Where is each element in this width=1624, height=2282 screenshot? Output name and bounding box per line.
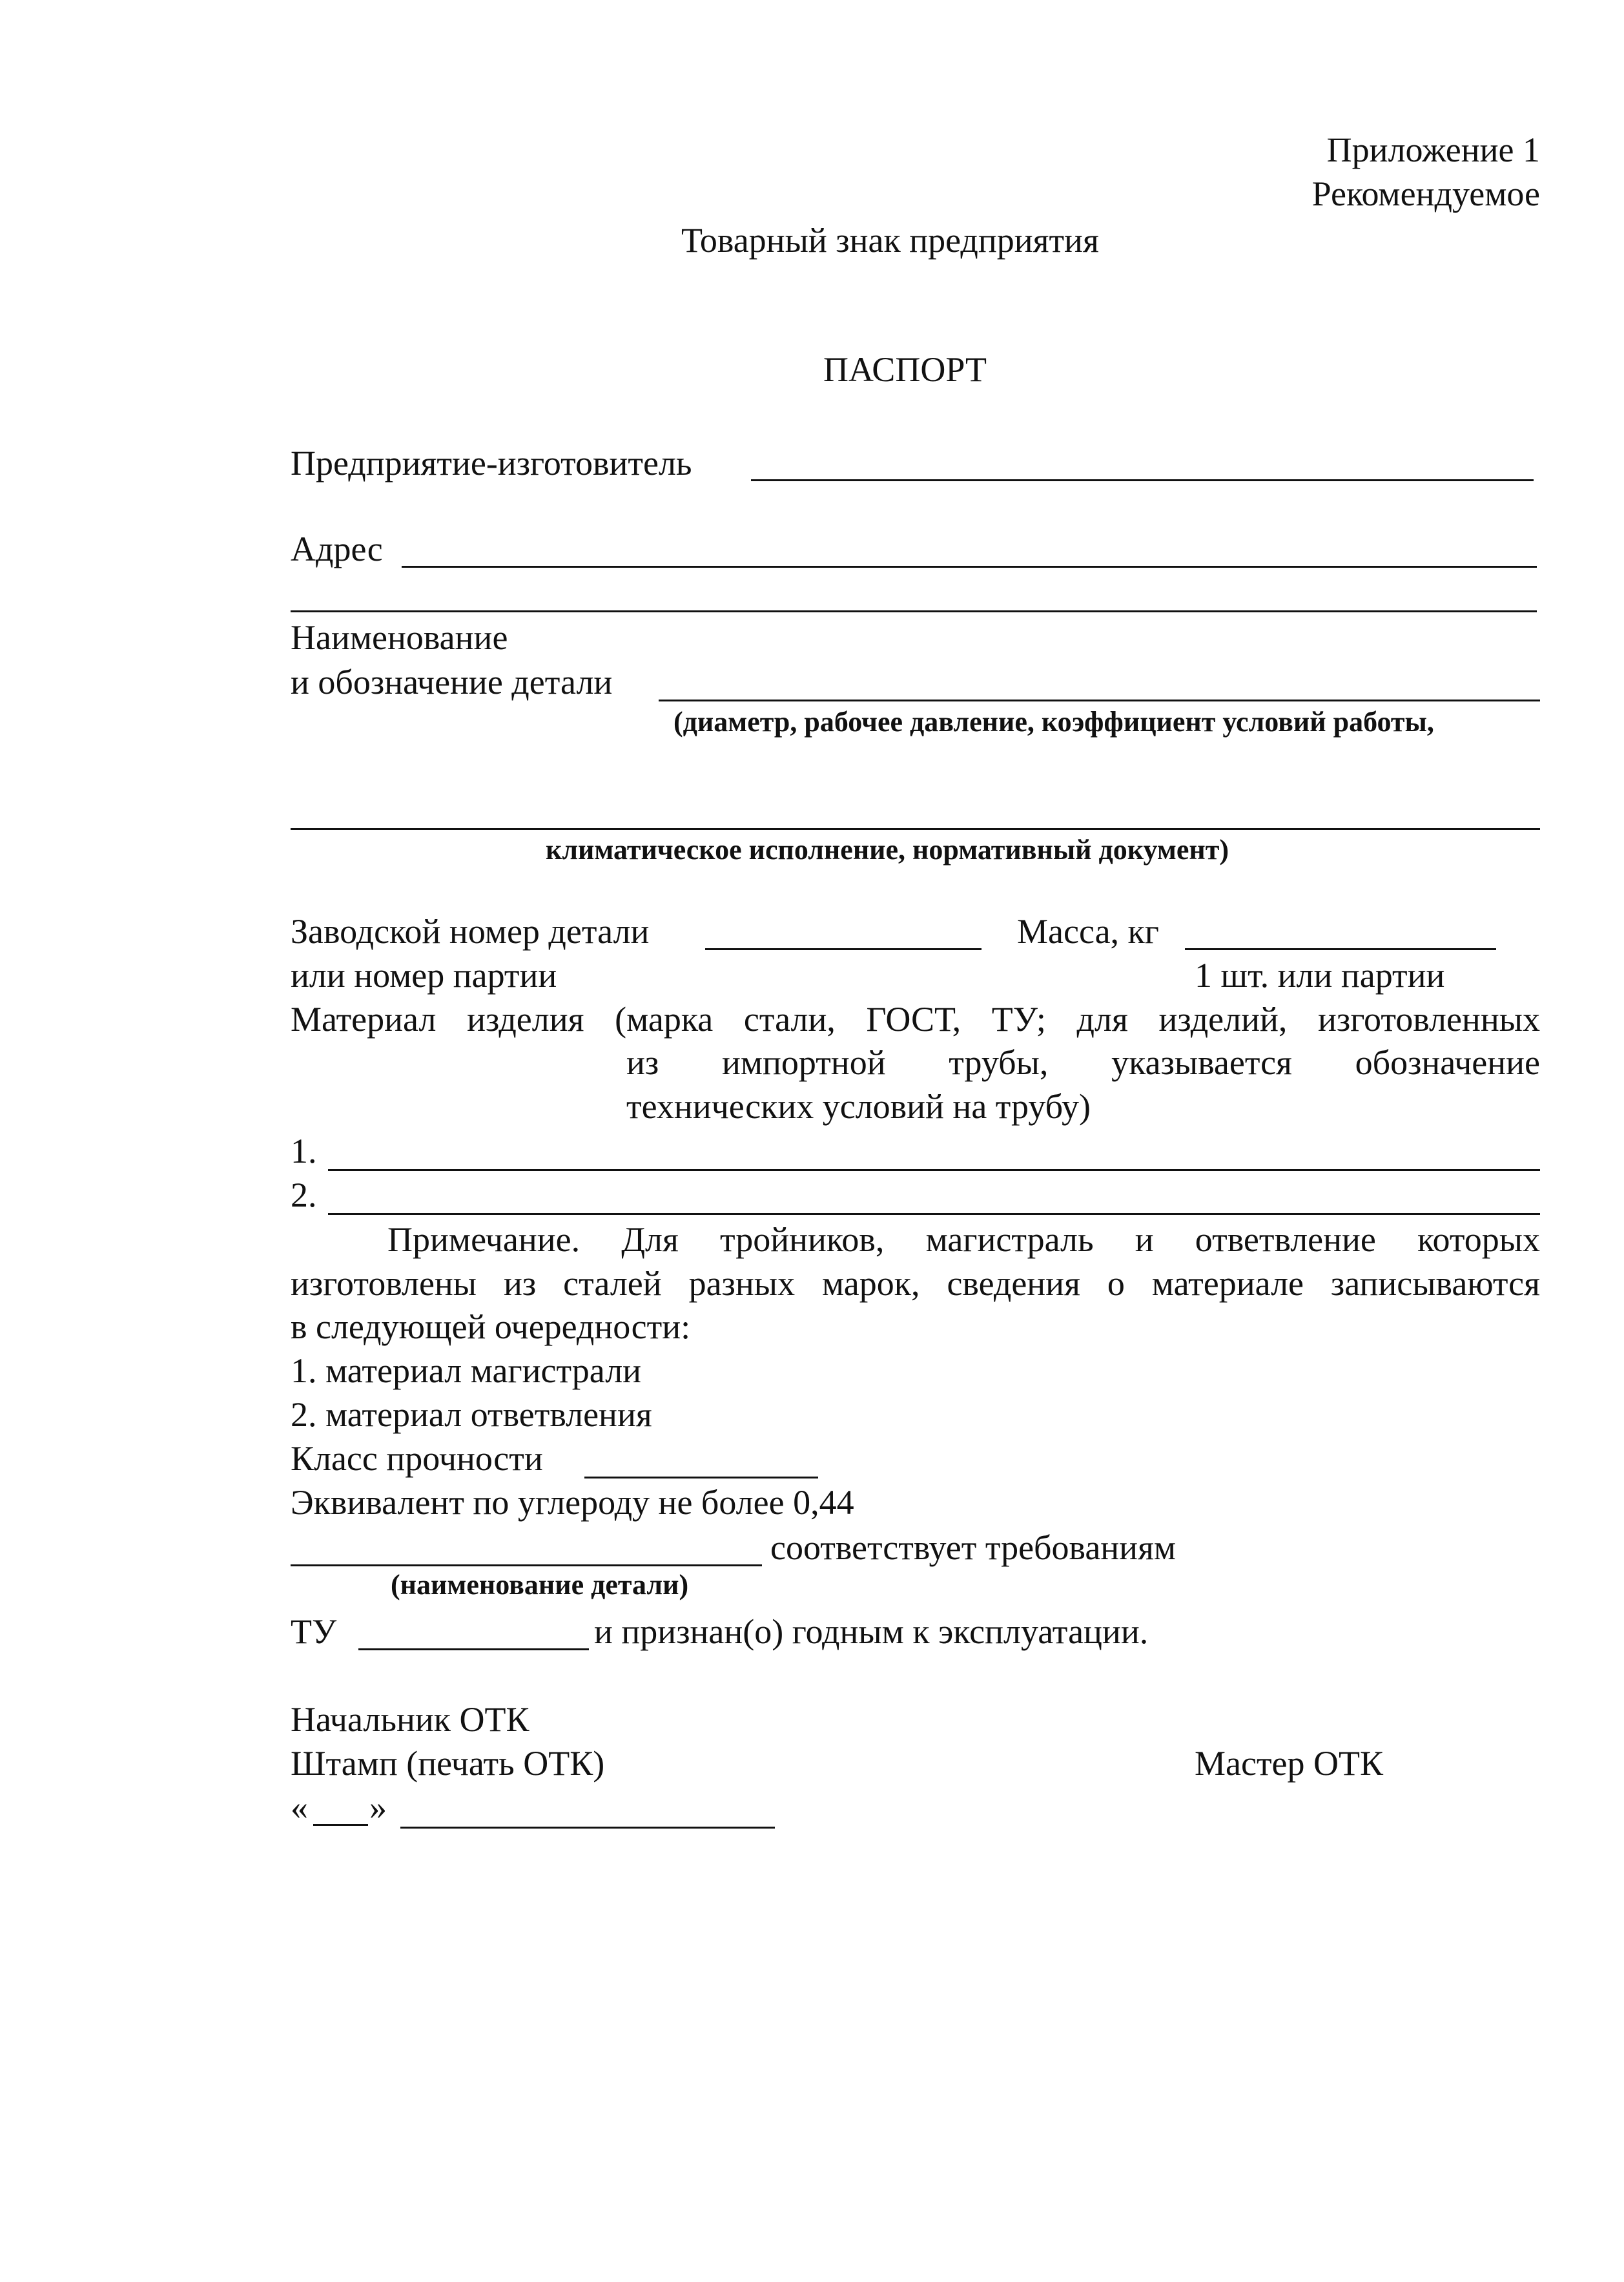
mass-hint: 1 шт. или партии [1195,956,1445,995]
part-name-line [659,700,1540,701]
material-item-1-line [328,1169,1540,1171]
tu-label: ТУ [291,1612,337,1651]
material-line-1: Материал изделия (марка стали, ГОСТ, ТУ; для изделий, изготовленных [291,1000,1540,1039]
mass-line [1185,948,1496,950]
note-line-3: в следующей очередности: [291,1307,691,1346]
tu-line [358,1648,589,1650]
note-line-2: изготовлены из сталей разных марок, сведения о материале записываются [291,1264,1540,1303]
part-name-line-2 [291,828,1540,830]
recommended-label: Рекомендуемое [1311,174,1540,213]
manufacturer-label: Предприятие-изготовитель [291,444,692,482]
serial-line [705,948,982,950]
date-open-quote: « [291,1788,308,1827]
material-line-2: из импортной трубы, указывается обозначение [626,1043,1540,1082]
material-item-2-label: 2. [291,1176,317,1214]
complies-text: соответствует требованиям [770,1528,1177,1567]
address-label: Адрес [291,530,383,568]
mass-label: Масса, кг [1017,912,1159,951]
manufacturer-line [751,479,1534,481]
fit-text: и признан(о) годным к эксплуатации. [594,1612,1149,1651]
strength-class-label: Класс прочности [291,1439,543,1478]
otk-chief-label: Начальник ОТК [291,1700,529,1739]
batch-label: или номер партии [291,956,557,995]
otk-master-label: Мастер ОТК [1195,1744,1384,1783]
strength-class-line [584,1477,818,1478]
part-name-blank-line [291,1564,762,1566]
serial-label: Заводской номер детали [291,912,650,951]
appendix-label: Приложение 1 [1326,130,1540,169]
date-month-year-line [400,1827,775,1829]
material-item-2-line [328,1213,1540,1215]
date-close-quote: » [369,1788,387,1827]
address-line-2 [291,610,1537,612]
part-name-blank-hint: (наименование детали) [391,1569,689,1601]
note-list-item-1: 1. материал магистрали [291,1351,642,1390]
part-name-hint-1: (диаметр, рабочее давление, коэффициент условий работы, [673,706,1434,738]
material-line-3: технических условий на трубу) [626,1087,1091,1126]
part-name-hint-2: климатическое исполнение, нормативный документ) [546,834,1229,866]
note-line-1: Примечание. Для тройников, магистраль и ответвление которых [387,1220,1540,1259]
date-day-line [313,1824,368,1826]
address-line [402,566,1537,568]
page-title: ПАСПОРТ [823,350,987,389]
part-name-label-1: Наименование [291,618,508,657]
otk-stamp-label: Штамп (печать ОТК) [291,1744,605,1783]
material-item-1-label: 1. [291,1132,317,1170]
part-name-label-2: и обозначение детали [291,663,613,701]
trademark-label: Товарный знак предприятия [681,221,1099,260]
carbon-equivalent-text: Эквивалент по углероду не более 0,44 [291,1483,854,1522]
note-list-item-2: 2. материал ответвления [291,1395,652,1434]
